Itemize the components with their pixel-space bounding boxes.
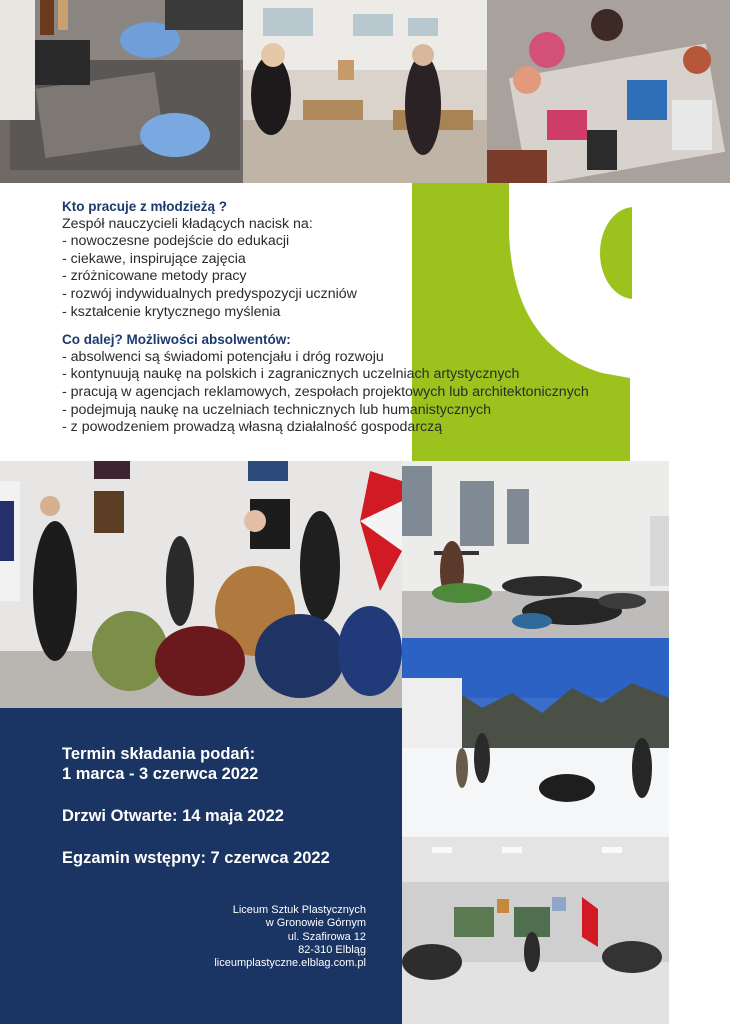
photo-exhibition-hall xyxy=(402,837,669,1024)
list-item: - z powodzeniem prowadzą własną działalność gospodarczą xyxy=(62,419,682,437)
website-link[interactable]: liceumplastyczne.elblag.com.pl xyxy=(214,957,366,970)
graduates-list xyxy=(62,349,682,437)
photo-winter-activity xyxy=(402,638,669,837)
application-deadline-label: Termin składania podań: xyxy=(62,745,256,763)
teachers-heading: Kto pracuje z młodzieżą ? xyxy=(62,199,228,214)
list-item: - absolwenci są świadomi potencjału i dróg rozwoju xyxy=(62,349,682,367)
list-item: - kształcenie krytycznego myślenia xyxy=(62,304,682,322)
school-address xyxy=(214,904,366,970)
photo-costume-performance xyxy=(0,461,402,708)
list-item: - kontynuują naukę na polskich i zagranicznych uczelniach artystycznych xyxy=(62,366,682,384)
photo-painting-class xyxy=(487,0,730,183)
open-day-date: Drzwi Otwarte: 14 maja 2022 xyxy=(62,807,284,825)
street-address: ul. Szafirowa 12 xyxy=(287,930,366,943)
school-name: Liceum Sztuk Plastycznych xyxy=(232,904,366,916)
application-deadline-range: 1 marca - 3 czerwca 2022 xyxy=(62,765,259,783)
photo-printmaking-workshop xyxy=(0,0,243,183)
graduates-heading: Co dalej? Możliwości absolwentów: xyxy=(62,332,291,348)
info-text-block xyxy=(62,198,682,437)
list-item: - nowoczesne podejście do edukacji xyxy=(62,233,682,251)
list-item: - podejmują naukę na uczelniach technicznych lub humanistycznych xyxy=(62,402,682,420)
photo-sculpture-studio xyxy=(243,0,487,183)
school-location: w Gronowie Górnym xyxy=(265,917,366,930)
list-item: - ciekawe, inspirujące zajęcia xyxy=(62,251,682,269)
teachers-list xyxy=(62,233,682,321)
list-item: - rozwój indywidualnych predyspozycji uczniów xyxy=(62,286,682,304)
teachers-intro: Zespół nauczycieli kładących nacisk na: xyxy=(62,215,313,232)
photo-gym-class xyxy=(402,461,669,638)
admission-info-panel xyxy=(0,708,402,1024)
postal-city: 82-310 Elbląg xyxy=(298,943,366,956)
list-item: - pracują w agencjach reklamowych, zespołach projektowych lub architektonicznych xyxy=(62,384,682,402)
list-item: - zróżnicowane metody pracy xyxy=(62,268,682,286)
entrance-exam-date: Egzamin wstępny: 7 czerwca 2022 xyxy=(62,849,330,867)
